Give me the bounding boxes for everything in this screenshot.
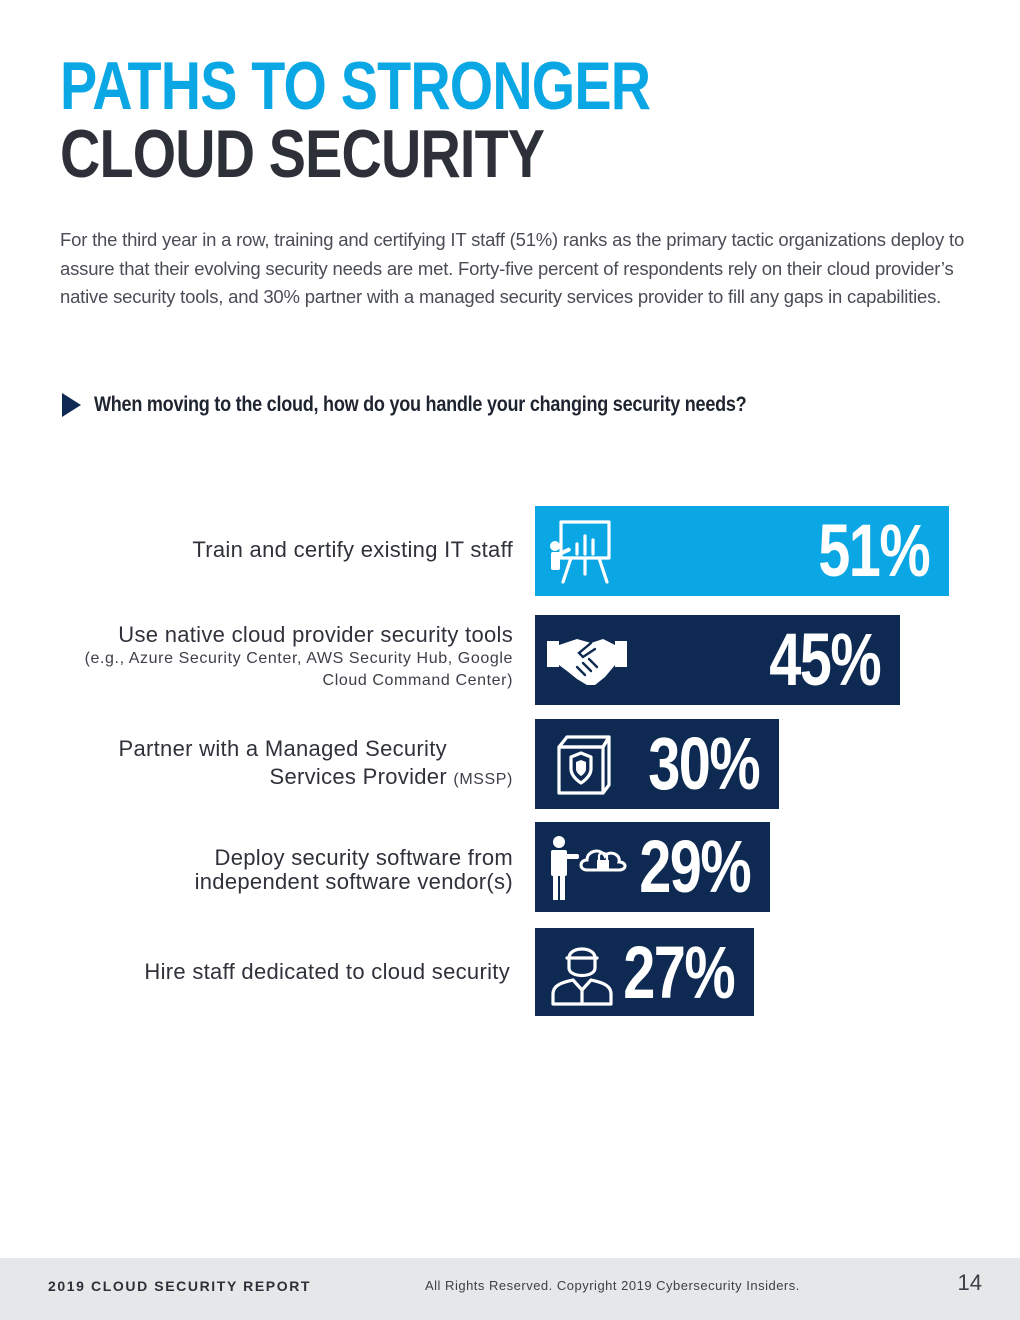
- bar-label-main: Train and certify existing IT staff: [192, 537, 513, 562]
- survey-question: [60, 392, 853, 418]
- bar: [535, 719, 779, 809]
- bar: [535, 615, 900, 705]
- bar-value-label: 45%: [769, 618, 880, 701]
- survey-question-text: When moving to the cloud, how do you handle your changing security needs?: [94, 393, 747, 416]
- report-title: 2019 CLOUD SECURITY REPORT: [48, 1278, 312, 1294]
- bar-label: [67, 735, 513, 791]
- person-cloud-lock-icon: [547, 832, 631, 902]
- page-footer: [0, 1258, 1020, 1320]
- bar: [535, 928, 754, 1016]
- bar-label-sub: (e.g., Azure Security Center, AWS Security Hub, Google Cloud Command Center): [84, 650, 513, 689]
- bar-label-main: Use native cloud provider security tools: [118, 622, 513, 647]
- page-title-line-2: CLOUD SECURITY: [60, 116, 545, 192]
- bar-label-main: Partner with a Managed Security Services Provider: [118, 736, 447, 789]
- page-title: [60, 48, 651, 192]
- page-number: 14: [957, 1270, 982, 1295]
- bar-label-main: Hire staff dedicated to cloud security: [144, 959, 510, 984]
- staff-person-icon: [547, 938, 617, 1008]
- bar-label-main: Deploy security software from independent software vendor(s): [194, 845, 513, 894]
- page-title-line-1: PATHS TO STRONGER: [60, 48, 651, 124]
- bar-label: [192, 537, 513, 563]
- bar: [535, 822, 770, 912]
- bar: [535, 506, 949, 596]
- shield-box-icon: [547, 729, 617, 799]
- bar-label: [83, 622, 513, 692]
- bar-label: [144, 959, 510, 985]
- presentation-board-icon: [547, 516, 617, 586]
- intro-paragraph: For the third year in a row, training and certifying IT staff (51%) ranks as the primary tactic organizations deploy to assure that their evolving security needs are met. Forty-five percent of respondents rely on their cloud provider’s native security tools, and 30% partner with a managed security services provider to fill any gaps in capabilities.: [60, 229, 965, 307]
- bar-value-label: 30%: [648, 722, 759, 805]
- play-arrow-icon: [60, 392, 82, 418]
- bar-label-sub: (MSSP): [453, 771, 513, 788]
- bar-label: [133, 846, 513, 894]
- copyright-text: All Rights Reserved. Copyright 2019 Cybersecurity Insiders.: [425, 1278, 800, 1293]
- bar-value-label: 51%: [818, 509, 929, 592]
- handshake-icon: [547, 625, 627, 695]
- bar-value-label: 27%: [623, 931, 734, 1014]
- bar-value-label: 29%: [639, 825, 750, 908]
